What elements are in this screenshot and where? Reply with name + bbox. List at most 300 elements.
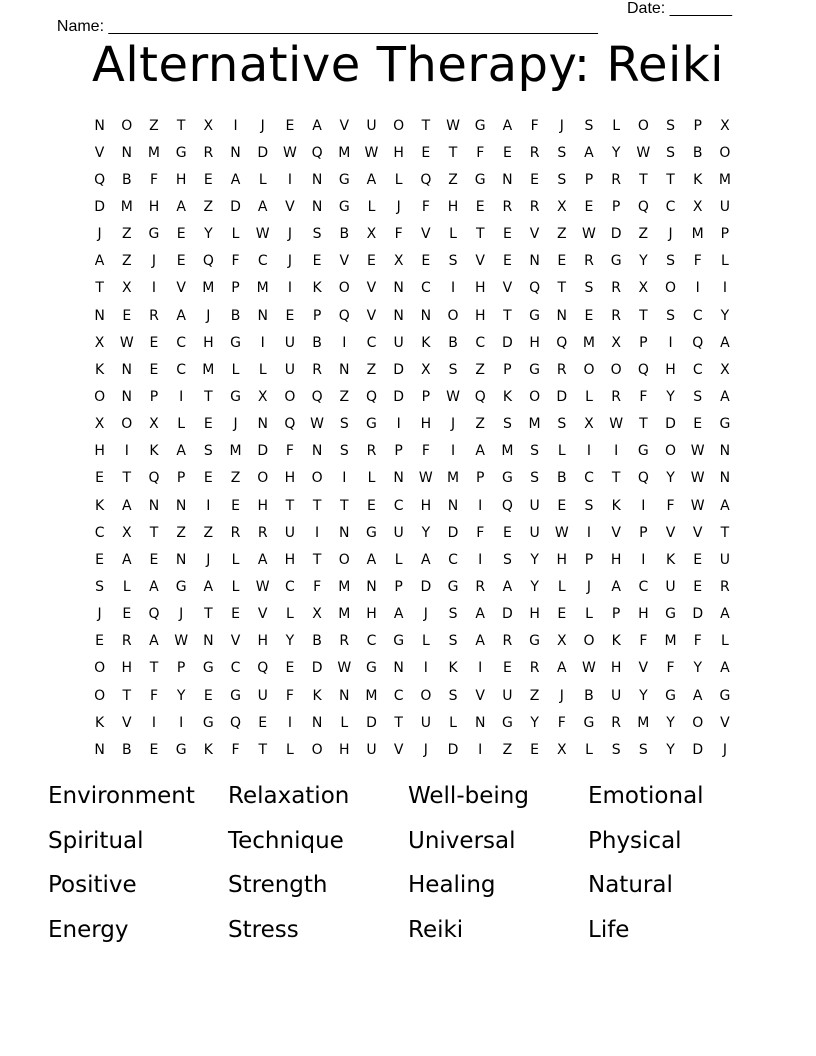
- grid-letter[interactable]: W: [364, 144, 379, 161]
- grid-letter[interactable]: P: [421, 388, 431, 405]
- grid-letter[interactable]: L: [231, 226, 240, 243]
- grid-letter[interactable]: L: [449, 714, 457, 731]
- grid-letter[interactable]: N: [719, 443, 731, 460]
- grid-letter[interactable]: X: [121, 280, 132, 297]
- grid-letter[interactable]: V: [475, 253, 485, 270]
- grid-letter[interactable]: Q: [148, 470, 160, 487]
- grid-letter[interactable]: K: [421, 334, 431, 351]
- grid-letter[interactable]: N: [175, 497, 187, 514]
- grid-letter[interactable]: O: [719, 144, 731, 161]
- grid-letter[interactable]: Y: [666, 714, 675, 731]
- grid-letter[interactable]: W: [690, 443, 705, 460]
- grid-letter[interactable]: S: [339, 443, 349, 460]
- grid-letter[interactable]: A: [475, 633, 485, 650]
- grid-letter[interactable]: B: [230, 307, 241, 324]
- grid-letter[interactable]: A: [692, 687, 703, 704]
- grid-letter[interactable]: M: [256, 280, 269, 297]
- grid-letter[interactable]: I: [151, 280, 157, 297]
- grid-letter[interactable]: D: [393, 361, 405, 378]
- grid-letter[interactable]: N: [529, 253, 540, 270]
- grid-letter[interactable]: V: [421, 226, 431, 243]
- grid-letter[interactable]: Q: [637, 361, 649, 378]
- grid-letter[interactable]: G: [719, 687, 731, 704]
- grid-letter[interactable]: R: [475, 578, 486, 595]
- grid-letter[interactable]: I: [450, 280, 456, 297]
- grid-letter[interactable]: D: [94, 198, 105, 215]
- grid-letter[interactable]: C: [393, 497, 404, 514]
- grid-letter[interactable]: H: [121, 660, 133, 677]
- grid-letter[interactable]: O: [583, 361, 595, 378]
- grid-letter[interactable]: V: [257, 606, 268, 623]
- grid-letter[interactable]: L: [231, 578, 240, 595]
- grid-letter[interactable]: T: [394, 714, 403, 731]
- grid-letter[interactable]: C: [638, 578, 649, 595]
- grid-letter[interactable]: Y: [693, 660, 702, 677]
- grid-letter[interactable]: E: [149, 361, 159, 378]
- grid-letter[interactable]: W: [337, 660, 352, 677]
- grid-letter[interactable]: I: [396, 416, 401, 433]
- grid-letter[interactable]: V: [121, 714, 132, 731]
- grid-letter[interactable]: U: [393, 334, 404, 351]
- grid-letter[interactable]: M: [637, 714, 650, 731]
- grid-letter[interactable]: C: [366, 633, 377, 650]
- grid-letter[interactable]: K: [611, 633, 621, 650]
- grid-letter[interactable]: H: [366, 606, 377, 623]
- grid-letter[interactable]: R: [584, 253, 594, 270]
- grid-letter[interactable]: P: [639, 334, 648, 351]
- grid-letter[interactable]: T: [666, 171, 675, 188]
- grid-letter[interactable]: T: [285, 497, 295, 514]
- grid-letter[interactable]: R: [529, 198, 540, 215]
- grid-letter[interactable]: L: [721, 633, 729, 650]
- grid-letter[interactable]: U: [611, 687, 622, 704]
- grid-letter[interactable]: A: [502, 578, 513, 595]
- grid-letter[interactable]: V: [339, 253, 350, 270]
- grid-letter[interactable]: Q: [637, 470, 649, 487]
- grid-letter[interactable]: E: [231, 497, 240, 514]
- grid-letter[interactable]: S: [502, 551, 512, 568]
- grid-letter[interactable]: P: [394, 443, 403, 460]
- grid-letter[interactable]: G: [230, 687, 241, 704]
- grid-letter[interactable]: H: [284, 470, 296, 487]
- grid-letter[interactable]: R: [149, 307, 159, 324]
- grid-letter[interactable]: Q: [257, 660, 269, 677]
- grid-letter[interactable]: N: [94, 307, 105, 324]
- grid-letter[interactable]: E: [203, 470, 213, 487]
- grid-letter[interactable]: A: [720, 660, 730, 677]
- grid-letter[interactable]: N: [175, 551, 187, 568]
- grid-letter[interactable]: D: [556, 388, 568, 405]
- grid-letter[interactable]: J: [423, 741, 428, 758]
- grid-letter[interactable]: F: [476, 524, 485, 541]
- grid-letter[interactable]: S: [448, 253, 458, 270]
- grid-letter[interactable]: L: [585, 606, 593, 623]
- grid-letter[interactable]: T: [312, 551, 322, 568]
- grid-letter[interactable]: L: [286, 606, 294, 623]
- grid-letter[interactable]: G: [366, 660, 377, 677]
- grid-letter[interactable]: E: [584, 198, 594, 215]
- grid-letter[interactable]: W: [690, 497, 705, 514]
- grid-letter[interactable]: I: [586, 443, 592, 460]
- grid-letter[interactable]: F: [285, 443, 294, 460]
- grid-letter[interactable]: O: [665, 280, 677, 297]
- grid-letter[interactable]: S: [448, 361, 458, 378]
- grid-letter[interactable]: D: [692, 741, 704, 758]
- grid-letter[interactable]: S: [693, 388, 703, 405]
- grid-letter[interactable]: Z: [339, 388, 350, 405]
- grid-letter[interactable]: Y: [666, 388, 675, 405]
- grid-letter[interactable]: C: [420, 280, 431, 297]
- grid-letter[interactable]: C: [692, 307, 703, 324]
- grid-letter[interactable]: G: [175, 741, 187, 758]
- grid-letter[interactable]: A: [203, 578, 214, 595]
- grid-letter[interactable]: E: [367, 253, 376, 270]
- grid-letter[interactable]: Q: [311, 388, 323, 405]
- grid-letter[interactable]: G: [175, 578, 187, 595]
- grid-letter[interactable]: I: [287, 171, 292, 188]
- grid-letter[interactable]: N: [556, 307, 568, 324]
- grid-letter[interactable]: Z: [502, 741, 513, 758]
- grid-letter[interactable]: J: [206, 307, 211, 324]
- grid-letter[interactable]: Y: [611, 144, 621, 161]
- grid-letter[interactable]: L: [367, 470, 376, 487]
- grid-letter[interactable]: Z: [529, 687, 540, 704]
- grid-letter[interactable]: B: [312, 633, 322, 650]
- grid-letter[interactable]: T: [312, 497, 322, 514]
- grid-letter[interactable]: U: [529, 497, 540, 514]
- grid-letter[interactable]: Y: [285, 633, 295, 650]
- grid-letter[interactable]: E: [502, 524, 512, 541]
- grid-letter[interactable]: A: [421, 551, 431, 568]
- grid-letter[interactable]: P: [475, 470, 485, 487]
- grid-letter[interactable]: H: [665, 361, 676, 378]
- grid-letter[interactable]: N: [257, 307, 268, 324]
- grid-letter[interactable]: E: [203, 687, 213, 704]
- grid-letter[interactable]: F: [313, 578, 322, 595]
- grid-letter[interactable]: V: [230, 633, 241, 650]
- grid-letter[interactable]: M: [338, 606, 351, 623]
- grid-letter[interactable]: K: [312, 687, 322, 704]
- grid-letter[interactable]: O: [637, 117, 649, 134]
- grid-letter[interactable]: E: [421, 253, 431, 270]
- grid-letter[interactable]: E: [122, 606, 132, 623]
- grid-letter[interactable]: B: [584, 687, 594, 704]
- grid-letter[interactable]: E: [502, 253, 512, 270]
- grid-letter[interactable]: O: [284, 388, 296, 405]
- grid-letter[interactable]: F: [149, 171, 158, 188]
- grid-letter[interactable]: H: [474, 280, 486, 297]
- grid-letter[interactable]: Y: [530, 551, 539, 568]
- grid-letter[interactable]: X: [94, 416, 105, 433]
- grid-letter[interactable]: R: [556, 361, 567, 378]
- grid-letter[interactable]: G: [610, 253, 622, 270]
- grid-letter[interactable]: E: [95, 633, 105, 650]
- grid-letter[interactable]: G: [447, 578, 459, 595]
- grid-letter[interactable]: G: [230, 334, 241, 351]
- grid-letter[interactable]: A: [366, 551, 377, 568]
- grid-letter[interactable]: F: [476, 144, 485, 161]
- grid-letter[interactable]: R: [611, 307, 622, 324]
- grid-letter[interactable]: V: [94, 144, 105, 161]
- grid-letter[interactable]: T: [475, 226, 485, 243]
- grid-letter[interactable]: A: [475, 606, 485, 623]
- grid-letter[interactable]: V: [665, 524, 676, 541]
- grid-letter[interactable]: E: [475, 198, 485, 215]
- grid-letter[interactable]: N: [719, 470, 731, 487]
- grid-letter[interactable]: K: [203, 741, 213, 758]
- grid-letter[interactable]: C: [366, 334, 377, 351]
- grid-letter[interactable]: V: [611, 524, 621, 541]
- grid-letter[interactable]: R: [502, 198, 513, 215]
- grid-letter[interactable]: H: [420, 497, 432, 514]
- grid-letter[interactable]: C: [393, 687, 404, 704]
- grid-letter[interactable]: X: [556, 741, 567, 758]
- grid-letter[interactable]: T: [557, 280, 567, 297]
- grid-letter[interactable]: N: [121, 361, 133, 378]
- grid-letter[interactable]: S: [584, 280, 594, 297]
- grid-letter[interactable]: C: [176, 361, 187, 378]
- grid-letter[interactable]: X: [720, 117, 730, 134]
- grid-letter[interactable]: U: [502, 687, 513, 704]
- grid-letter[interactable]: G: [366, 524, 377, 541]
- grid-letter[interactable]: D: [230, 198, 241, 215]
- grid-letter[interactable]: A: [502, 117, 513, 134]
- grid-letter[interactable]: W: [119, 334, 134, 351]
- grid-letter[interactable]: J: [287, 253, 292, 270]
- grid-letter[interactable]: E: [149, 334, 159, 351]
- grid-letter[interactable]: D: [692, 606, 704, 623]
- grid-letter[interactable]: X: [556, 633, 567, 650]
- grid-letter[interactable]: N: [393, 470, 404, 487]
- name-field[interactable]: Name: _______________________________________________________: [56, 18, 598, 35]
- grid-letter[interactable]: E: [693, 416, 703, 433]
- grid-letter[interactable]: E: [122, 307, 132, 324]
- grid-letter[interactable]: R: [203, 144, 214, 161]
- grid-letter[interactable]: I: [287, 714, 292, 731]
- grid-letter[interactable]: J: [260, 117, 265, 134]
- grid-letter[interactable]: P: [584, 171, 594, 188]
- grid-letter[interactable]: R: [720, 578, 730, 595]
- grid-letter[interactable]: U: [257, 687, 268, 704]
- grid-letter[interactable]: O: [665, 443, 677, 460]
- grid-letter[interactable]: M: [718, 171, 731, 188]
- grid-letter[interactable]: S: [666, 117, 675, 134]
- grid-letter[interactable]: V: [692, 524, 703, 541]
- grid-letter[interactable]: V: [366, 280, 377, 297]
- grid-letter[interactable]: U: [284, 524, 296, 541]
- grid-letter[interactable]: Q: [94, 171, 106, 188]
- grid-letter[interactable]: Q: [637, 198, 649, 215]
- grid-letter[interactable]: I: [260, 334, 265, 351]
- grid-letter[interactable]: I: [124, 443, 129, 460]
- grid-letter[interactable]: N: [121, 388, 133, 405]
- grid-letter[interactable]: I: [179, 714, 184, 731]
- grid-letter[interactable]: J: [97, 226, 102, 243]
- grid-letter[interactable]: X: [366, 226, 377, 243]
- grid-letter[interactable]: I: [315, 524, 320, 541]
- grid-letter[interactable]: L: [612, 117, 621, 134]
- grid-letter[interactable]: I: [450, 443, 456, 460]
- grid-letter[interactable]: B: [692, 144, 703, 161]
- grid-letter[interactable]: H: [529, 334, 540, 351]
- grid-letter[interactable]: L: [421, 633, 430, 650]
- grid-letter[interactable]: I: [668, 334, 673, 351]
- grid-letter[interactable]: A: [720, 497, 730, 514]
- grid-letter[interactable]: R: [611, 714, 622, 731]
- grid-letter[interactable]: G: [529, 307, 541, 324]
- grid-letter[interactable]: T: [421, 117, 431, 134]
- grid-letter[interactable]: X: [611, 334, 621, 351]
- grid-letter[interactable]: Z: [230, 470, 241, 487]
- grid-letter[interactable]: W: [690, 470, 705, 487]
- grid-letter[interactable]: I: [641, 497, 646, 514]
- grid-letter[interactable]: F: [231, 741, 240, 758]
- grid-letter[interactable]: E: [149, 551, 159, 568]
- grid-letter[interactable]: W: [418, 470, 433, 487]
- grid-letter[interactable]: E: [285, 307, 295, 324]
- grid-letter[interactable]: F: [421, 198, 430, 215]
- grid-letter[interactable]: N: [230, 144, 241, 161]
- grid-letter[interactable]: R: [529, 660, 540, 677]
- grid-letter[interactable]: C: [584, 470, 594, 487]
- grid-letter[interactable]: X: [720, 361, 730, 378]
- grid-letter[interactable]: V: [176, 280, 186, 297]
- grid-letter[interactable]: G: [665, 687, 676, 704]
- grid-letter[interactable]: J: [396, 198, 401, 215]
- grid-letter[interactable]: S: [584, 497, 594, 514]
- grid-letter[interactable]: U: [366, 117, 377, 134]
- grid-letter[interactable]: V: [720, 714, 730, 731]
- grid-letter[interactable]: L: [449, 226, 457, 243]
- grid-letter[interactable]: L: [585, 388, 593, 405]
- grid-letter[interactable]: L: [340, 714, 349, 731]
- grid-letter[interactable]: I: [478, 660, 483, 677]
- grid-letter[interactable]: O: [311, 470, 323, 487]
- grid-letter[interactable]: W: [174, 633, 189, 650]
- grid-letter[interactable]: L: [557, 443, 566, 460]
- grid-letter[interactable]: G: [202, 660, 214, 677]
- grid-letter[interactable]: N: [474, 714, 486, 731]
- grid-letter[interactable]: P: [176, 660, 186, 677]
- grid-letter[interactable]: S: [530, 470, 540, 487]
- grid-letter[interactable]: F: [231, 253, 240, 270]
- grid-letter[interactable]: D: [447, 741, 459, 758]
- grid-letter[interactable]: V: [475, 687, 485, 704]
- grid-letter[interactable]: A: [611, 578, 621, 595]
- grid-letter[interactable]: S: [666, 307, 675, 324]
- grid-letter[interactable]: Y: [176, 687, 186, 704]
- grid-letter[interactable]: S: [502, 416, 512, 433]
- grid-letter[interactable]: I: [423, 660, 428, 677]
- grid-letter[interactable]: L: [585, 741, 593, 758]
- grid-letter[interactable]: B: [556, 470, 567, 487]
- grid-letter[interactable]: T: [204, 606, 213, 623]
- grid-letter[interactable]: H: [610, 660, 622, 677]
- grid-letter[interactable]: G: [338, 198, 350, 215]
- grid-letter[interactable]: N: [311, 198, 323, 215]
- grid-letter[interactable]: P: [231, 280, 240, 297]
- grid-letter[interactable]: A: [720, 606, 730, 623]
- grid-letter[interactable]: T: [639, 416, 648, 433]
- grid-letter[interactable]: N: [502, 171, 513, 188]
- grid-letter[interactable]: B: [121, 741, 132, 758]
- grid-letter[interactable]: H: [339, 741, 350, 758]
- grid-letter[interactable]: V: [502, 280, 513, 297]
- grid-letter[interactable]: Y: [666, 470, 675, 487]
- grid-letter[interactable]: L: [122, 578, 131, 595]
- grid-letter[interactable]: O: [610, 361, 622, 378]
- grid-letter[interactable]: Q: [338, 307, 350, 324]
- grid-letter[interactable]: Q: [365, 388, 377, 405]
- grid-letter[interactable]: U: [719, 198, 731, 215]
- grid-letter[interactable]: J: [668, 226, 673, 243]
- grid-letter[interactable]: M: [501, 443, 514, 460]
- grid-letter[interactable]: G: [474, 117, 486, 134]
- grid-letter[interactable]: A: [94, 253, 105, 270]
- grid-letter[interactable]: C: [94, 524, 105, 541]
- grid-letter[interactable]: X: [257, 388, 268, 405]
- grid-letter[interactable]: W: [310, 416, 325, 433]
- grid-letter[interactable]: L: [721, 253, 729, 270]
- grid-letter[interactable]: P: [176, 470, 186, 487]
- grid-letter[interactable]: Q: [230, 714, 242, 731]
- grid-letter[interactable]: H: [148, 198, 160, 215]
- grid-letter[interactable]: H: [94, 443, 105, 460]
- grid-letter[interactable]: K: [95, 497, 105, 514]
- grid-letter[interactable]: P: [584, 551, 594, 568]
- grid-letter[interactable]: A: [556, 660, 567, 677]
- grid-letter[interactable]: J: [233, 416, 238, 433]
- grid-letter[interactable]: G: [529, 361, 541, 378]
- grid-letter[interactable]: D: [366, 714, 377, 731]
- grid-letter[interactable]: W: [582, 226, 596, 243]
- grid-letter[interactable]: J: [559, 117, 564, 134]
- grid-letter[interactable]: X: [556, 198, 567, 215]
- grid-letter[interactable]: D: [665, 416, 676, 433]
- grid-letter[interactable]: R: [611, 388, 622, 405]
- grid-letter[interactable]: G: [148, 226, 160, 243]
- grid-letter[interactable]: M: [229, 443, 242, 460]
- grid-letter[interactable]: L: [258, 171, 267, 188]
- grid-letter[interactable]: B: [448, 334, 458, 351]
- grid-letter[interactable]: M: [582, 334, 596, 351]
- date-field[interactable]: Date: _______: [627, 0, 732, 17]
- grid-letter[interactable]: A: [176, 198, 186, 215]
- grid-letter[interactable]: T: [639, 307, 648, 324]
- grid-letter[interactable]: P: [312, 307, 322, 324]
- grid-letter[interactable]: O: [338, 551, 350, 568]
- grid-letter[interactable]: Q: [311, 144, 323, 161]
- grid-letter[interactable]: E: [285, 117, 295, 134]
- grid-letter[interactable]: S: [95, 578, 105, 595]
- grid-letter[interactable]: E: [530, 741, 540, 758]
- grid-letter[interactable]: P: [503, 361, 512, 378]
- grid-letter[interactable]: A: [176, 443, 186, 460]
- grid-letter[interactable]: O: [529, 388, 541, 405]
- grid-letter[interactable]: E: [285, 660, 295, 677]
- grid-letter[interactable]: I: [695, 280, 700, 297]
- grid-letter[interactable]: Q: [148, 606, 160, 623]
- grid-letter[interactable]: A: [257, 198, 268, 215]
- grid-letter[interactable]: Y: [421, 524, 431, 541]
- grid-letter[interactable]: C: [448, 551, 458, 568]
- grid-letter[interactable]: G: [501, 714, 513, 731]
- grid-letter[interactable]: W: [554, 524, 569, 541]
- grid-letter[interactable]: G: [338, 171, 350, 188]
- grid-letter[interactable]: E: [584, 307, 594, 324]
- grid-letter[interactable]: S: [557, 171, 567, 188]
- grid-letter[interactable]: N: [311, 714, 323, 731]
